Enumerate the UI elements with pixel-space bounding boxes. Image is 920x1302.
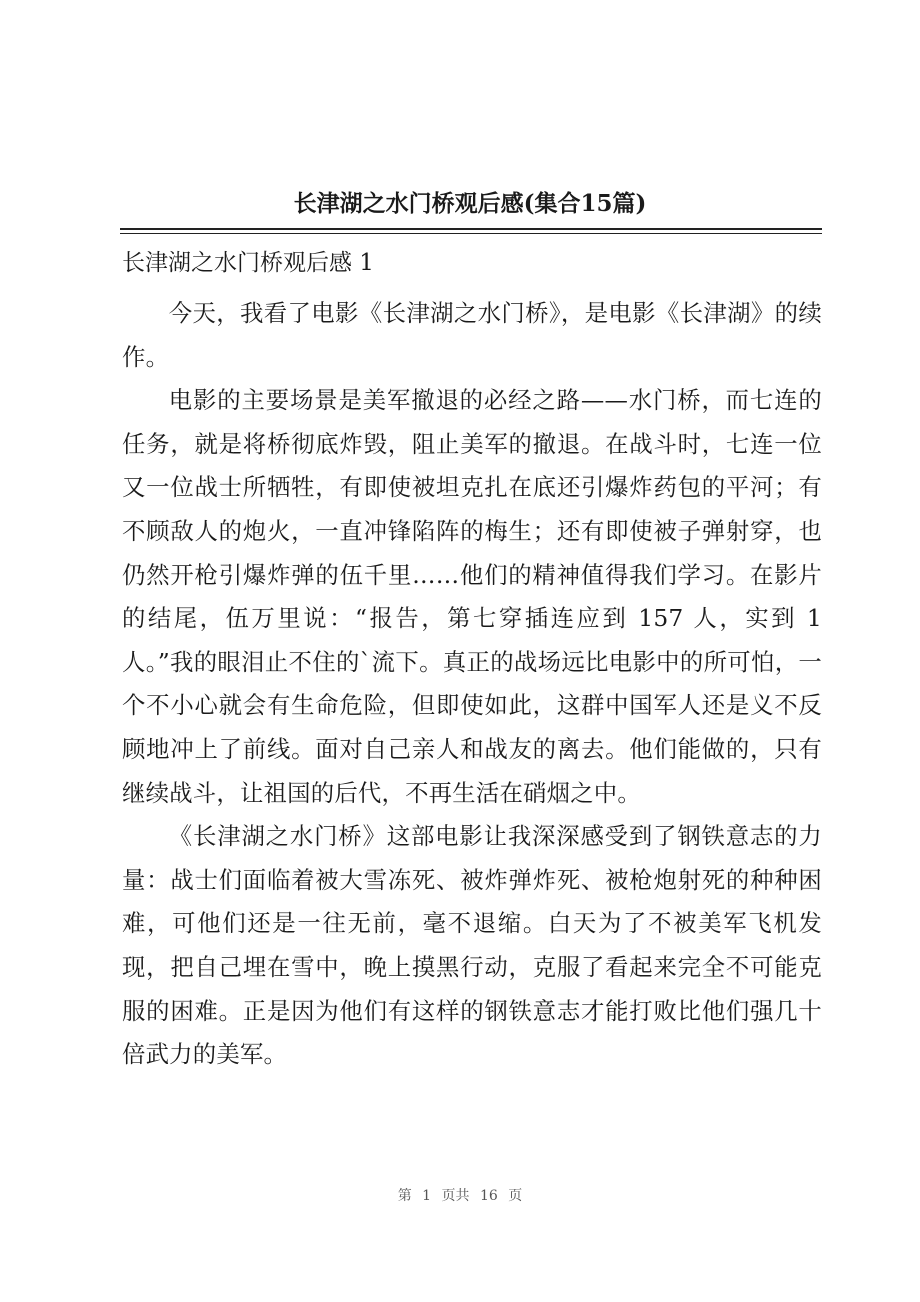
section-heading: 长津湖之水门桥观后感 1 [122, 250, 374, 276]
page-number-footer: 第 1 页共 16 页 [397, 1188, 523, 1204]
document-title: 长津湖之水门桥观后感(集合15篇) [293, 190, 647, 217]
title-double-rule [120, 228, 822, 234]
paragraph-2: 电影的主要场景是美军撤退的必经之路——水门桥，而七连的任务，就是将桥彻底炸毁，阻止美军的撤退。在战斗时，七连一位又一位战士所牺牲，有即使被坦克扎在底还引爆炸药包的平河；有不顾敌人的炮火，一直冲锋陷阵的梅生；还有即使被子弹射穿，也仍然开枪引爆炸弹的伍千里……他们的精神值得我们学习。在影片的结尾，伍万里说：“报告，第七穿插连应到 157 人，实到 1 人。”我的眼泪止不住的`流下。真正的战场远比电影中的所可怕，一个不小心就会有生命危险，但即使如此，这群中国军人还是义不反顾地冲上了前线。面对自己亲人和战友的离去。他们能做的，只有继续战斗，让祖国的后代，不再生活在硝烟之中。 [122, 386, 822, 807]
paragraph-1: 今天，我看了电影《长津湖之水门桥》，是电影《长津湖》的续作。 [122, 299, 822, 371]
body-text [122, 292, 822, 1077]
paragraph-3: 《长津湖之水门桥》这部电影让我深深感受到了钢铁意志的力量：战士们面临着被大雪冻死、被炸弹炸死、被枪炮射死的种种困难，可他们还是一往无前，毫不退缩。白天为了不被美军飞机发现，把自己埋在雪中，晚上摸黑行动，克服了看起来完全不可能克服的困难。正是因为他们有这样的钢铁意志才能打败比他们强几十倍武力的美军。 [122, 822, 822, 1069]
